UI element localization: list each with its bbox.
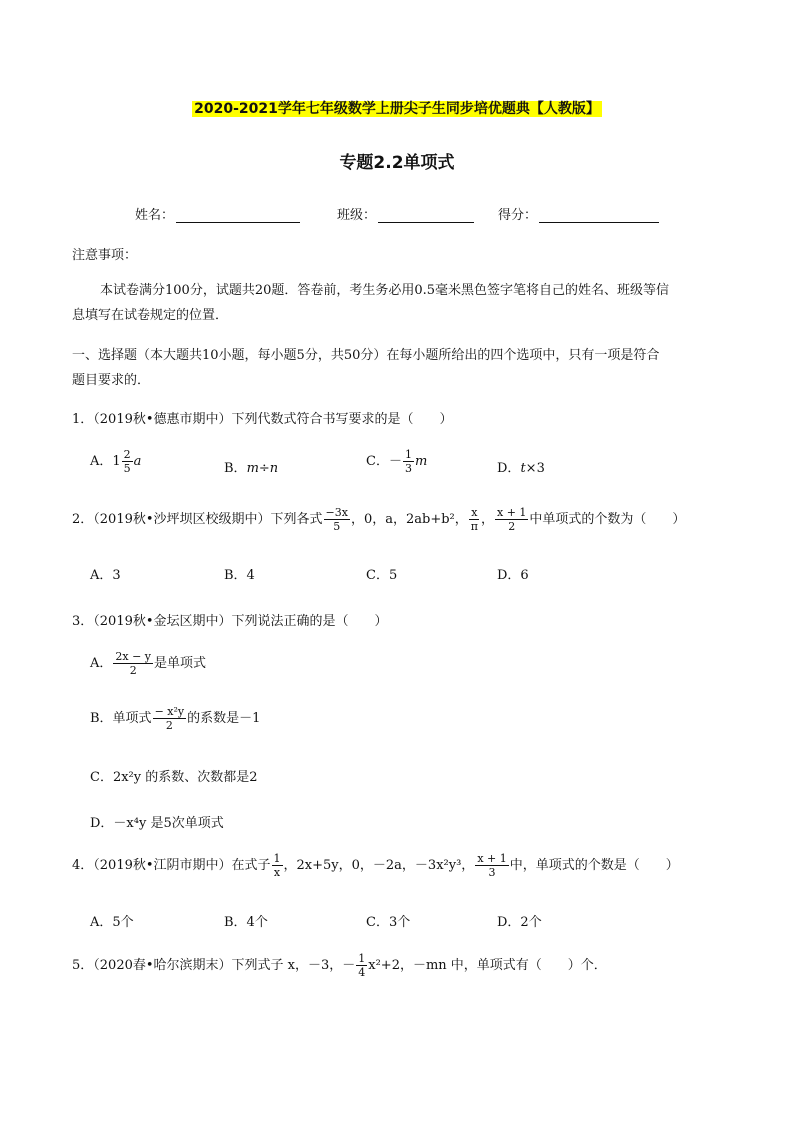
score-field: 得分：: [498, 204, 659, 223]
q1-option-b: B．m÷n: [224, 461, 279, 476]
q4-option-a: A．5个: [90, 915, 134, 930]
fraction: $\frac{1}{3}$: [404, 448, 412, 475]
notice-line-2: 息填写在试卷规定的位置．: [72, 308, 229, 323]
q3-option-b: B．单项式 $\frac{\text{− x²y}}{2}$ 的系数是－1: [90, 705, 261, 732]
question-4-stem: 4．（2019秋•江阴市期中）在式子 $\frac{1}{x}$ ，2x+5y，0，－2a，－3x²y³， $\frac{x + 1}{3}$ 中，单项式的个数是（ ）: [72, 852, 679, 879]
notice-heading: 注意事项：: [72, 248, 138, 263]
section-heading-line-1: 一、选择题（本大题共10小题，每小题5分，共50分）在每小题所给出的四个选项中，只有一项是符合: [72, 348, 660, 363]
document-header: 2020-2021学年七年级数学上册尖子生同步培优题典【人教版】: [194, 101, 600, 117]
question-1-stem: 1．（2019秋•德惠市期中）下列代数式符合书写要求的是（ ）: [72, 412, 453, 427]
q4-option-d: D．2个: [497, 915, 542, 930]
fraction: $\frac{x}{\pi}$: [470, 506, 478, 533]
q2-option-b: B．4: [224, 568, 255, 583]
question-3-stem: 3．（2019秋•金坛区期中）下列说法正确的是（ ）: [72, 614, 388, 629]
fraction: $\frac{2x - y}{2}$: [115, 650, 152, 677]
fraction: $\frac{\text{− x²y}}{2}$: [154, 705, 185, 732]
q3-option-d: D．－x⁴y 是5次单项式: [90, 816, 224, 831]
name-field: 姓名：: [135, 204, 300, 223]
page-title: 专题2.2单项式: [339, 153, 455, 173]
q2-option-a: A．3: [90, 568, 121, 583]
q3-option-c: C．2x²y 的系数、次数都是2: [90, 770, 258, 785]
q1-option-d: D．t×3: [497, 461, 545, 476]
question-5-stem: 5．（2020春•哈尔滨期末）下列式子 x，－3，－ $\frac{1}{4}$ x²+2，－mn 中，单项式有（ ）个．: [72, 952, 607, 979]
notice-line-1: 本试卷满分100分，试题共20题．答卷前，考生务必用0.5毫米黑色签字笔将自己的姓名、班级等信: [100, 283, 670, 298]
fraction: $\frac{1}{4}$: [358, 952, 366, 979]
class-field: 班级：: [337, 204, 474, 223]
fraction: $\frac{x + 1}{2}$: [497, 506, 527, 533]
q1-option-c: C．－ $\frac{1}{3}$ m: [366, 448, 428, 475]
fraction: $\frac{2}{5}$: [123, 448, 131, 475]
fraction: $\frac{-3x}{5}$: [325, 506, 348, 533]
section-heading-line-2: 题目要求的．: [72, 373, 151, 388]
q1-option-a: A．1 $\frac{2}{5}$ a: [90, 448, 142, 475]
fraction: $\frac{1}{x}$: [273, 852, 281, 879]
question-2-stem: 2．（2019秋•沙坪坝区校级期中）下列各式 $\frac{-3x}{5}$ ，0，a，2ab+b²， $\frac{x}{\pi}$ ， $\frac{x + 1}{2}$ 中单项式的个数为（ ）: [72, 506, 686, 533]
q2-option-d: D．6: [497, 568, 529, 583]
q2-option-c: C．5: [366, 568, 398, 583]
fraction: $\frac{x + 1}{3}$: [477, 852, 507, 879]
q4-option-b: B．4个: [224, 915, 268, 930]
q4-option-c: C．3个: [366, 915, 411, 930]
q3-option-a: A． $\frac{2x - y}{2}$ 是单项式: [90, 650, 207, 677]
